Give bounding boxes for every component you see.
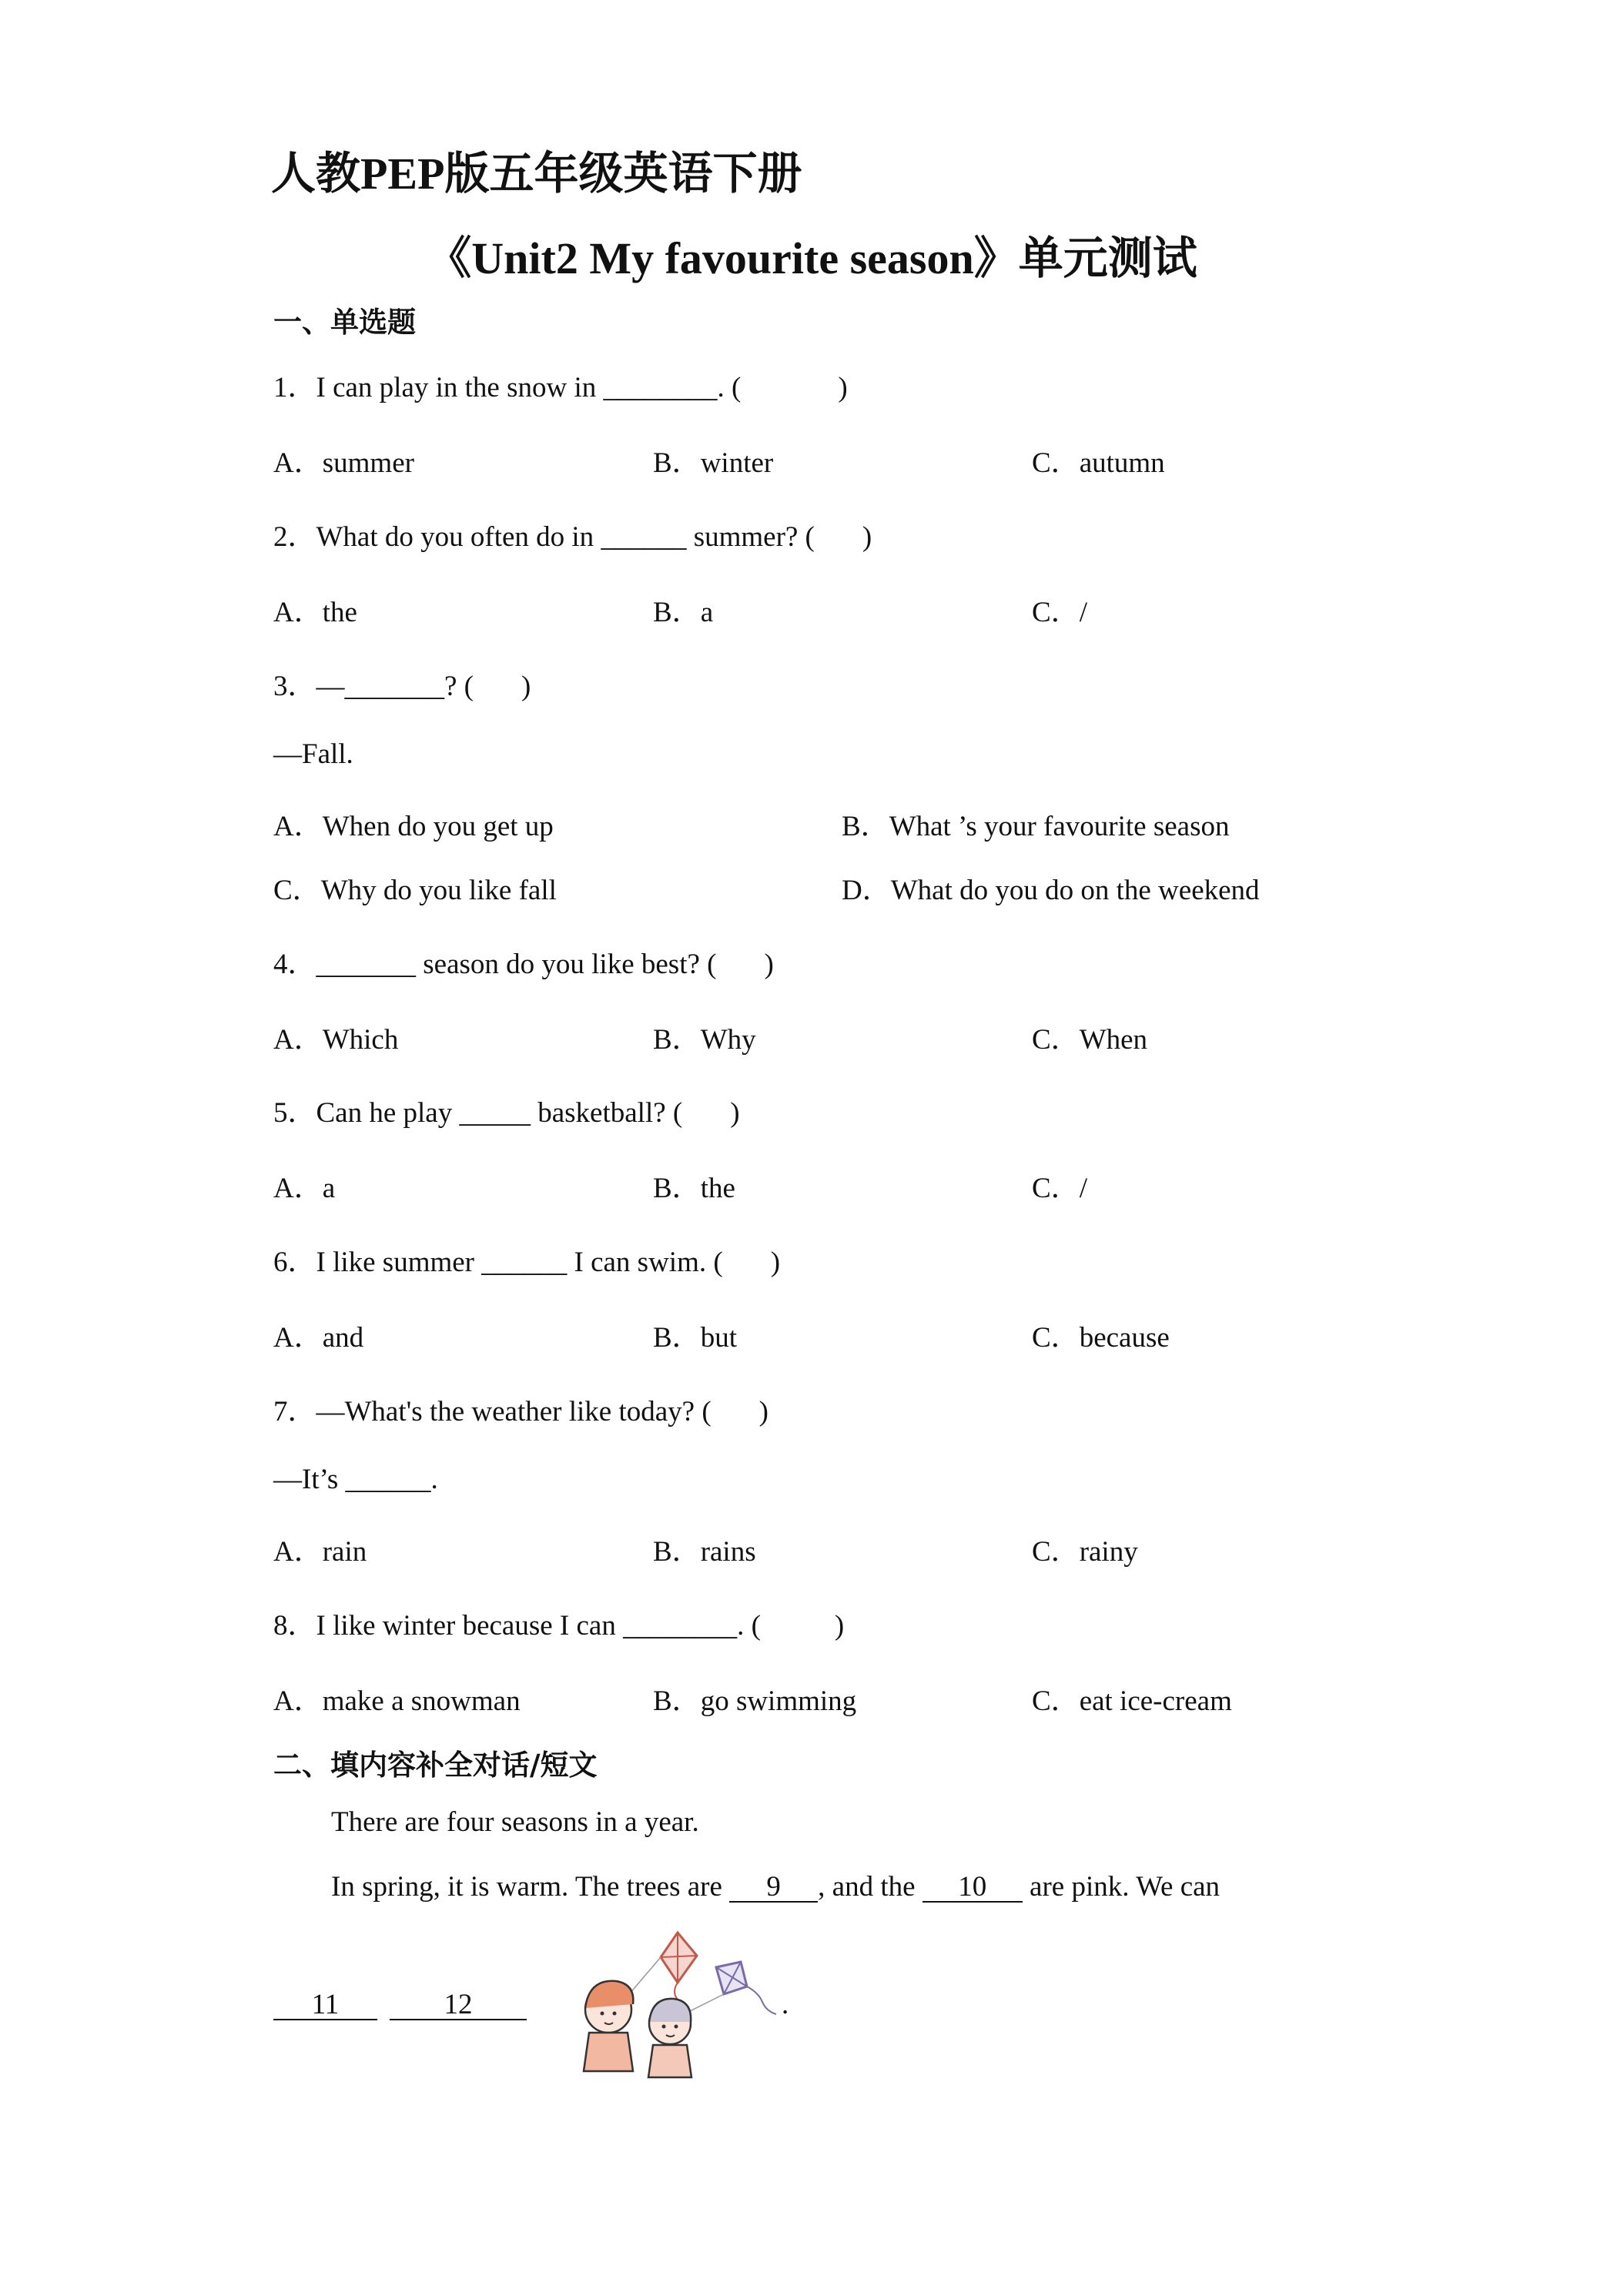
question-3-option-d[interactable]: D．What do you do on the weekend bbox=[842, 875, 1260, 906]
answer-blank: ______ bbox=[601, 521, 687, 553]
question-2-option-b[interactable]: B．a bbox=[653, 597, 714, 628]
question-1: 1．I can play in the snow in ________. ( ) bbox=[273, 372, 848, 403]
passage-end-period: . bbox=[782, 1989, 789, 2020]
question-4: 4．_______ season do you like best? ( ) bbox=[273, 949, 774, 980]
worksheet-title-grade: 人教PEP版五年级英语下册 bbox=[271, 149, 802, 199]
worksheet-title-unit: 《Unit2 My favourite season》单元测试 bbox=[427, 233, 1197, 283]
question-7-reply: —It’s ______. bbox=[273, 1464, 438, 1495]
question-1-option-c[interactable]: C．autumn bbox=[1032, 447, 1165, 479]
blank-11[interactable]: 11 bbox=[273, 1990, 377, 2020]
answer-blank: _______ bbox=[344, 671, 444, 702]
question-7-option-c[interactable]: C．rainy bbox=[1032, 1536, 1138, 1568]
question-7-option-b[interactable]: B．rains bbox=[653, 1536, 756, 1568]
question-1-option-a[interactable]: A．summer bbox=[273, 447, 414, 479]
answer-blank: ______ bbox=[481, 1247, 568, 1278]
question-3: 3．—_______? ( ) bbox=[273, 671, 531, 702]
question-7-option-a[interactable]: A．rain bbox=[273, 1536, 367, 1568]
question-6-option-a[interactable]: A．and bbox=[273, 1322, 364, 1354]
passage-line-2: In spring, it is warm. The trees are 9 , and the 10 are pink. We can bbox=[331, 1871, 1221, 1903]
question-3-option-b[interactable]: B．What ’s your favourite season bbox=[842, 811, 1230, 842]
question-5: 5．Can he play _____ basketball? ( ) bbox=[273, 1097, 740, 1129]
question-8-option-c[interactable]: C．eat ice-cream bbox=[1032, 1685, 1232, 1717]
question-8-option-b[interactable]: B．go swimming bbox=[653, 1685, 857, 1717]
question-3-option-a[interactable]: A．When do you get up bbox=[273, 811, 554, 842]
passage-line-1: There are four seasons in a year. bbox=[331, 1806, 699, 1838]
question-4-option-c[interactable]: C．When bbox=[1032, 1024, 1148, 1056]
question-7: 7．—What's the weather like today? ( ) bbox=[273, 1396, 768, 1427]
blank-10[interactable]: 10 bbox=[922, 1873, 1023, 1903]
question-2: 2．What do you often do in ______ summer? ( ) bbox=[273, 521, 872, 553]
blank-9[interactable]: 9 bbox=[729, 1873, 818, 1903]
question-6: 6．I like summer ______ I can swim. ( ) bbox=[273, 1247, 781, 1278]
section-fill-in-heading: 二、填内容补全对话/短文 bbox=[273, 1749, 598, 1782]
passage-line-3 bbox=[273, 1988, 527, 2021]
blank-12[interactable]: 12 bbox=[390, 1990, 527, 2020]
question-5-option-c[interactable]: C．/ bbox=[1032, 1173, 1087, 1204]
question-8-option-a[interactable]: A．make a snowman bbox=[273, 1685, 521, 1717]
question-6-option-c[interactable]: C．because bbox=[1032, 1322, 1170, 1354]
question-5-option-b[interactable]: B．the bbox=[653, 1173, 735, 1204]
question-3-option-c[interactable]: C．Why do you like fall bbox=[273, 875, 557, 906]
answer-blank: ________ bbox=[623, 1610, 738, 1642]
question-1-option-b[interactable]: B．winter bbox=[653, 447, 774, 479]
question-2-option-c[interactable]: C．/ bbox=[1032, 597, 1087, 628]
question-6-option-b[interactable]: B．but bbox=[653, 1322, 737, 1354]
question-5-option-a[interactable]: A．a bbox=[273, 1173, 336, 1204]
question-8: 8．I like winter because I can ________. ( ) bbox=[273, 1610, 845, 1642]
answer-blank: ________ bbox=[603, 372, 718, 403]
question-2-option-a[interactable]: A．the bbox=[273, 597, 357, 628]
question-4-option-b[interactable]: B．Why bbox=[653, 1024, 756, 1056]
answer-blank: _____ bbox=[459, 1097, 531, 1129]
question-3-reply: —Fall. bbox=[273, 738, 353, 770]
kids-flying-kites-icon bbox=[562, 1925, 785, 2079]
question-4-option-a[interactable]: A．Which bbox=[273, 1024, 399, 1056]
answer-blank: _______ bbox=[316, 949, 416, 980]
section-single-choice-heading: 一、单选题 bbox=[273, 306, 416, 339]
